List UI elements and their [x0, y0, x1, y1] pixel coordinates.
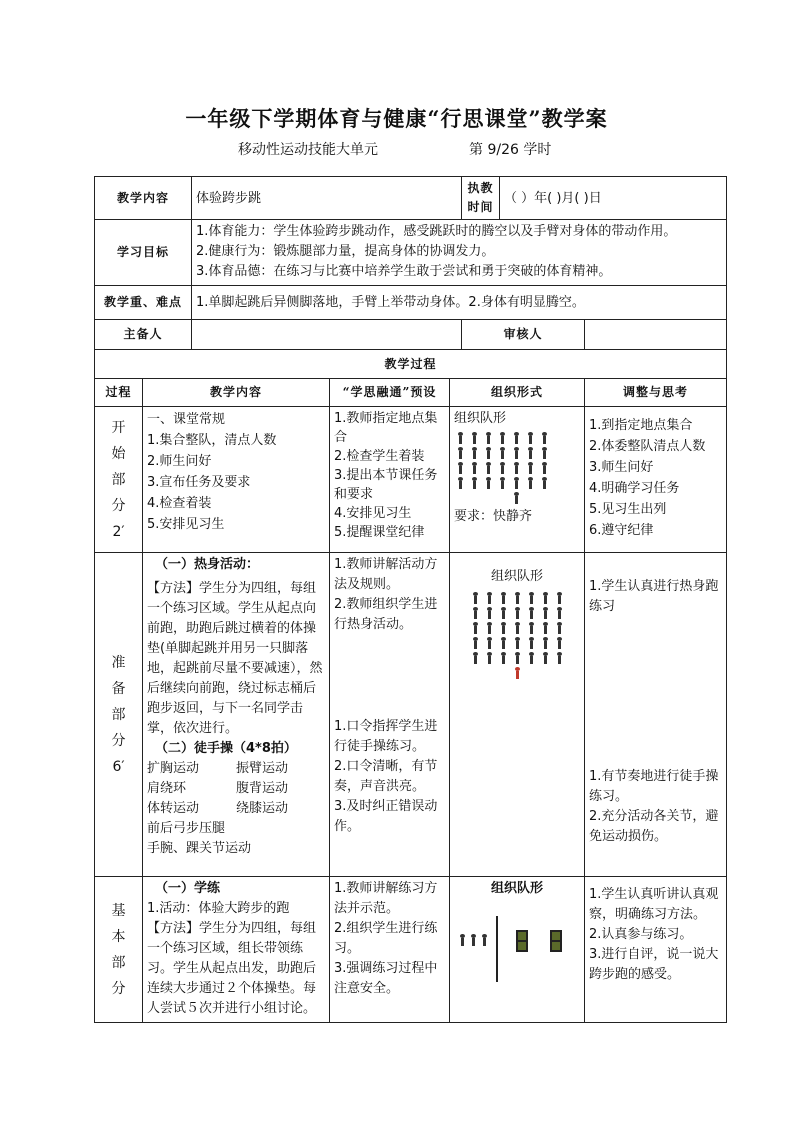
- text-line: 组织队形: [454, 411, 507, 426]
- goal-item: 1.体育能力：学生体验跨步跳动作，感受跳跃时的腾空以及手臂对身体的带动作用。: [196, 224, 677, 239]
- student-icon: [501, 622, 506, 634]
- stage-start: [95, 407, 143, 553]
- student-icon: [543, 607, 548, 619]
- text-line: 3.进行自评，说一说大跨步跑的感受。: [589, 947, 719, 982]
- stage-prepare-organization: [450, 553, 585, 877]
- text-line: 扩胸运动: [147, 761, 200, 776]
- text-line: 3.师生问好: [589, 460, 654, 475]
- stage-start-preset: [330, 407, 450, 553]
- text-line: 4.明确学习任务: [589, 481, 680, 496]
- text-line: 体转运动: [147, 801, 200, 816]
- student-icon: [557, 622, 562, 634]
- text-line: 2.师生问好: [147, 454, 212, 469]
- student-icon: [529, 622, 534, 634]
- stage-basic: [95, 877, 143, 1023]
- student-icon: [500, 447, 505, 459]
- goals-label: 学习目标: [95, 220, 192, 286]
- student-icon: [515, 607, 520, 619]
- text-line: 1.活动：体验大跨步的跑: [147, 901, 290, 916]
- student-icon: [486, 447, 491, 459]
- student-icon: [472, 447, 477, 459]
- student-icon: [501, 607, 506, 619]
- student-icon: [472, 432, 477, 444]
- teacher-icon: [514, 492, 519, 504]
- text-line: 1.教师讲解活动方法及规则。: [334, 557, 438, 592]
- student-icon: [515, 637, 520, 649]
- student-icon: [515, 592, 520, 604]
- text-line: 3.及时纠正错误动作。: [334, 799, 438, 834]
- student-icon: [543, 637, 548, 649]
- student-icon: [482, 934, 487, 946]
- student-icon: [500, 462, 505, 474]
- stage-start-content: [143, 407, 330, 553]
- student-icon: [529, 637, 534, 649]
- text-line: 部: [111, 471, 126, 488]
- text-line: 3.强调练习过程中注意安全。: [334, 961, 438, 996]
- student-icon: [557, 607, 562, 619]
- student-icon: [557, 637, 562, 649]
- text-line: 要求：快静齐: [454, 509, 533, 524]
- text-line: 1.教师讲解练习方法并示范。: [334, 881, 438, 916]
- text-line: 2.组织学生进行练习。: [334, 921, 438, 956]
- stage-start-adjust: [585, 407, 727, 553]
- student-icon: [514, 447, 519, 459]
- student-icon: [528, 447, 533, 459]
- text-line: 5.见习生出列: [589, 502, 667, 517]
- student-icon: [473, 607, 478, 619]
- teacher-icon: [515, 667, 520, 679]
- student-icon: [528, 462, 533, 474]
- student-icon: [458, 462, 463, 474]
- student-icon: [460, 934, 465, 946]
- student-icon: [514, 432, 519, 444]
- text-line: 1.学生认真听讲认真观察，明确练习方法。: [589, 887, 719, 922]
- formation-diagram: [454, 592, 580, 679]
- text-line: 前后弓步压腿: [147, 821, 226, 836]
- student-icon: [500, 432, 505, 444]
- text-line: 肩绕环: [147, 781, 187, 796]
- text-line: 2.充分活动各关节，避免运动损伤。: [589, 809, 719, 844]
- student-icon: [458, 432, 463, 444]
- student-icon: [515, 622, 520, 634]
- student-icon: [542, 462, 547, 474]
- text-line: （一）学练: [155, 881, 221, 896]
- student-icon: [472, 462, 477, 474]
- text-line: 3.提出本节课任务和要求: [334, 468, 438, 502]
- stage-start-organization: [450, 407, 585, 553]
- student-icon: [529, 652, 534, 664]
- reviewer-label: 审核人: [462, 320, 585, 350]
- header-stage: 过程: [95, 379, 143, 407]
- text-line: 部: [111, 706, 126, 723]
- stage-prepare-adjust: [585, 553, 727, 877]
- student-icon: [458, 447, 463, 459]
- student-icon: [486, 462, 491, 474]
- practice-diagram: [454, 898, 580, 988]
- text-line: 【方法】学生分为四组，每组一个练习区域。学生从起点向前跑，助跑后跳过横着的体操垫(单脚起跳并用另一只脚落地，起跳前尽量不要减速），然后继续向前跑，绕过标志桶后跑步返回，与下一名同学击掌，依次进行。: [147, 581, 323, 736]
- stage-prepare-content: [143, 553, 330, 877]
- text-line: 腹背运动: [236, 781, 289, 796]
- student-icon: [487, 637, 492, 649]
- process-title: 教学过程: [95, 350, 727, 379]
- header-adjust: 调整与思考: [585, 379, 727, 407]
- reviewer-value: [585, 320, 727, 350]
- text-line: 6.遵守纪律: [589, 523, 654, 538]
- student-icon: [471, 934, 476, 946]
- text-line: 6′: [112, 758, 125, 775]
- student-icon: [514, 477, 519, 489]
- stage-prepare-preset: [330, 553, 450, 877]
- student-icon: [501, 592, 506, 604]
- student-icon: [473, 637, 478, 649]
- preparer-label: 主备人: [95, 320, 192, 350]
- student-icon: [542, 432, 547, 444]
- student-icon: [472, 477, 477, 489]
- student-icon: [487, 622, 492, 634]
- text-line: 开: [111, 419, 126, 436]
- text-line: 2.认真参与练习。: [589, 927, 693, 942]
- text-line: 3.宣布任务及要求: [147, 475, 251, 490]
- header-preset: “学思融通”预设: [330, 379, 450, 407]
- text-line: 组织队形: [491, 881, 544, 896]
- mat-icon: [550, 930, 562, 952]
- student-icon: [557, 652, 562, 664]
- text-line: 【方法】学生分为四组，每组一个练习区域，组长带领练习。学生从起点出发，助跑后连续大步通过２个体操垫。每人尝试５次并进行小组讨论。: [147, 921, 317, 1016]
- lesson-plan-table: [94, 176, 727, 1023]
- student-icon: [557, 592, 562, 604]
- student-icon: [542, 477, 547, 489]
- date-value: （ ）年( )月( )日: [500, 177, 727, 220]
- student-icon: [487, 652, 492, 664]
- text-line: 2.口令清晰，有节奏，声音洪亮。: [334, 759, 438, 794]
- text-line: 振臂运动: [236, 761, 289, 776]
- student-icon: [487, 607, 492, 619]
- start-line: [496, 916, 498, 982]
- text-line: 备: [111, 680, 126, 697]
- text-line: （一）热身活动：: [155, 557, 260, 572]
- text-line: 1.口令指挥学生进行徒手操练习。: [334, 719, 438, 754]
- mat-icon: [516, 930, 528, 952]
- student-icon: [543, 592, 548, 604]
- stage-basic-adjust: [585, 877, 727, 1023]
- header-content: 教学内容: [143, 379, 330, 407]
- text-line: 准: [111, 654, 126, 671]
- student-icon: [528, 477, 533, 489]
- date-label: 执教时间: [462, 177, 500, 220]
- student-icon: [528, 432, 533, 444]
- text-line: 1.到指定地点集合: [589, 418, 693, 433]
- stage-basic-organization: [450, 877, 585, 1023]
- content-value: 体验跨步跳: [192, 177, 462, 220]
- header-organization: 组织形式: [450, 379, 585, 407]
- student-icon: [543, 622, 548, 634]
- student-icon: [473, 652, 478, 664]
- text-line: 4.安排见习生: [334, 506, 412, 521]
- student-icon: [487, 592, 492, 604]
- text-line: 2.检查学生着装: [334, 449, 425, 464]
- text-line: （二）徒手操（4*8拍）: [155, 741, 297, 756]
- keypoints-value: 1.单脚起跳后异侧脚落地，手臂上举带动身体。2.身体有明显腾空。: [192, 286, 727, 320]
- goals-cell: [192, 220, 727, 286]
- student-icon: [542, 447, 547, 459]
- student-icon: [515, 652, 520, 664]
- text-line: 一、课堂常规: [147, 412, 226, 427]
- student-icon: [458, 477, 463, 489]
- text-line: 分: [111, 980, 126, 997]
- goal-item: 3.体育品德：在练习与比赛中培养学生敢于尝试和勇于突破的体育精神。: [196, 264, 612, 279]
- formation-diagram: [454, 432, 580, 504]
- student-icon: [543, 652, 548, 664]
- student-icon: [486, 477, 491, 489]
- goal-item: 2.健康行为：锻炼腿部力量，提高身体的协调发力。: [196, 244, 495, 259]
- student-icon: [514, 462, 519, 474]
- text-line: 2′: [112, 523, 125, 540]
- unit-name: 移动性运动技能大单元: [238, 142, 378, 158]
- student-icon: [529, 607, 534, 619]
- student-icon: [500, 477, 505, 489]
- lesson-number: 第 9/26 学时: [469, 142, 552, 158]
- keypoints-label: 教学重、难点: [95, 286, 192, 320]
- student-icon: [501, 637, 506, 649]
- text-line: 1.集合整队，清点人数: [147, 433, 277, 448]
- student-icon: [501, 652, 506, 664]
- student-icon: [473, 592, 478, 604]
- stage-basic-content: [143, 877, 330, 1023]
- text-line: 基: [111, 902, 126, 919]
- student-icon: [486, 432, 491, 444]
- text-line: 始: [111, 445, 126, 462]
- student-icon: [473, 622, 478, 634]
- text-line: 4.检查着装: [147, 496, 212, 511]
- text-line: 组织队形: [491, 569, 544, 584]
- text-line: 5.提醒课堂纪律: [334, 525, 425, 540]
- text-line: 绕膝运动: [236, 801, 289, 816]
- page-title: 一年级下学期体育与健康“行思课堂”教学案: [185, 106, 608, 131]
- text-line: 部: [111, 954, 126, 971]
- stage-prepare: [95, 553, 143, 877]
- student-icon: [529, 592, 534, 604]
- text-line: 2.体委整队清点人数: [589, 439, 706, 454]
- content-label: 教学内容: [95, 177, 192, 220]
- text-line: 1.教师指定地点集合: [334, 411, 438, 445]
- text-line: 本: [111, 928, 126, 945]
- text-line: 手腕、踝关节运动: [147, 841, 252, 856]
- text-line: 1.有节奏地进行徒手操练习。: [589, 769, 719, 804]
- text-line: 1.学生认真进行热身跑练习: [589, 579, 719, 614]
- text-line: 5.安排见习生: [147, 517, 225, 532]
- text-line: 2.教师组织学生进行热身活动。: [334, 597, 438, 632]
- text-line: 分: [111, 732, 126, 749]
- text-line: 分: [111, 497, 126, 514]
- preparer-value: [192, 320, 462, 350]
- stage-basic-preset: [330, 877, 450, 1023]
